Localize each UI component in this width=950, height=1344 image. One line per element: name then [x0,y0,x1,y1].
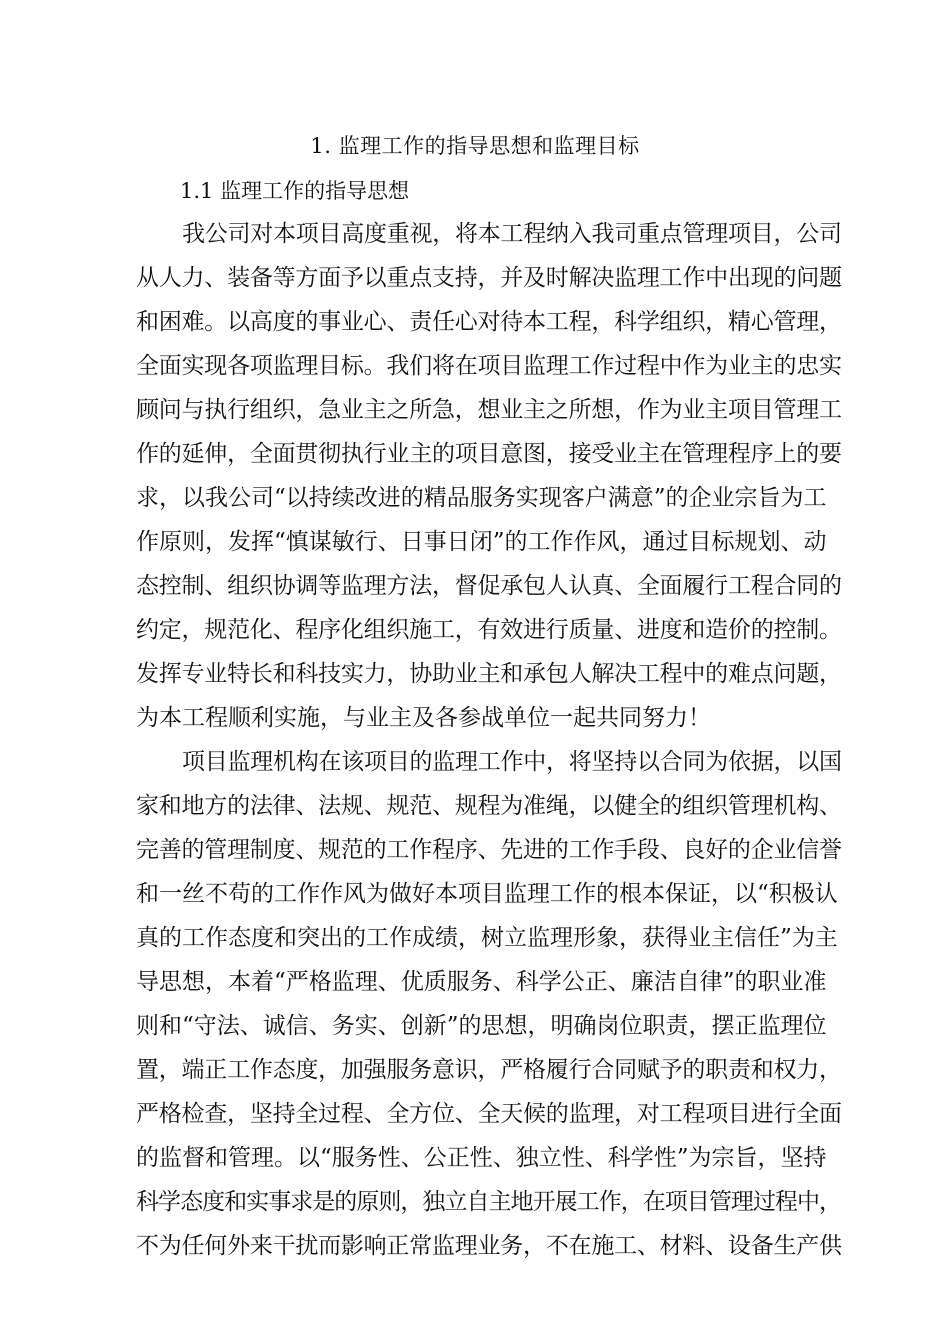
paragraph-line: 置，端正工作态度，加强服务意识，严格履行合同赋予的职责和权力， [136,1057,842,1083]
paragraph-line: 不为任何外来干扰而影响正常监理业务，不在施工、材料、设备生产供 [136,1233,842,1259]
paragraph-line: 项目监理机构在该项目的监理工作中，将坚持以合同为依据，以国 [182,749,842,775]
paragraph-line: 约定，规范化、程序化组织施工，有效进行质量、进度和造价的控制。 [136,617,842,643]
paragraph-line: 从人力、装备等方面予以重点支持，并及时解决监理工作中出现的问题 [136,265,842,291]
paragraph-line: 我公司对本项目高度重视，将本工程纳入我司重点管理项目，公司 [182,221,842,247]
paragraph-line: 家和地方的法律、法规、规范、规程为准绳，以健全的组织管理机构、 [136,793,842,819]
paragraph-line: 为本工程顺利实施，与业主及各参战单位一起共同努力！ [136,705,711,731]
paragraph-line: 作原则，发挥“慎谋敏行、日事日闭”的工作作风，通过目标规划、动 [136,529,827,555]
paragraph-line: 作的延伸，全面贯彻执行业主的项目意图，接受业主在管理程序上的要 [136,441,842,467]
paragraph-line: 和困难。以高度的事业心、责任心对待本工程，科学组织，精心管理， [136,309,842,335]
paragraph-line: 导思想，本着“严格监理、优质服务、科学公正、廉洁自律”的职业准 [136,969,827,995]
paragraph-line: 的监督和管理。以“服务性、公正性、独立性、科学性”为宗旨，坚持 [136,1145,827,1171]
section-title: 1.1 监理工作的指导思想 [180,179,410,203]
paragraph-line: 求，以我公司“以持续改进的精品服务实现客户满意”的企业宗旨为工 [136,485,827,511]
paragraph-line: 科学态度和实事求是的原则，独立自主地开展工作，在项目管理过程中， [136,1189,842,1215]
paragraph-line: 顾问与执行组织，急业主之所急，想业主之所想，作为业主项目管理工 [136,397,842,423]
paragraph-line: 发挥专业特长和科技实力，协助业主和承包人解决工程中的难点问题， [136,661,842,687]
document-title: 1. 监理工作的指导思想和监理目标 [310,134,640,158]
paragraph-line: 严格检查，坚持全过程、全方位、全天候的监理，对工程项目进行全面 [136,1101,842,1127]
paragraph-line: 真的工作态度和突出的工作成绩，树立监理形象，获得业主信任”为主 [136,925,838,951]
paragraph-line: 全面实现各项监理目标。我们将在项目监理工作过程中作为业主的忠实 [136,353,842,379]
paragraph-line: 态控制、组织协调等监理方法，督促承包人认真、全面履行工程合同的 [136,573,842,599]
paragraph-line: 和一丝不苟的工作作风为做好本项目监理工作的根本保证，以“积极认 [136,881,838,907]
paragraph-line: 则和“守法、诚信、务实、创新”的思想，明确岗位职责，摆正监理位 [136,1013,827,1039]
paragraph-line: 完善的管理制度、规范的工作程序、先进的工作手段、良好的企业信誉 [136,837,842,863]
